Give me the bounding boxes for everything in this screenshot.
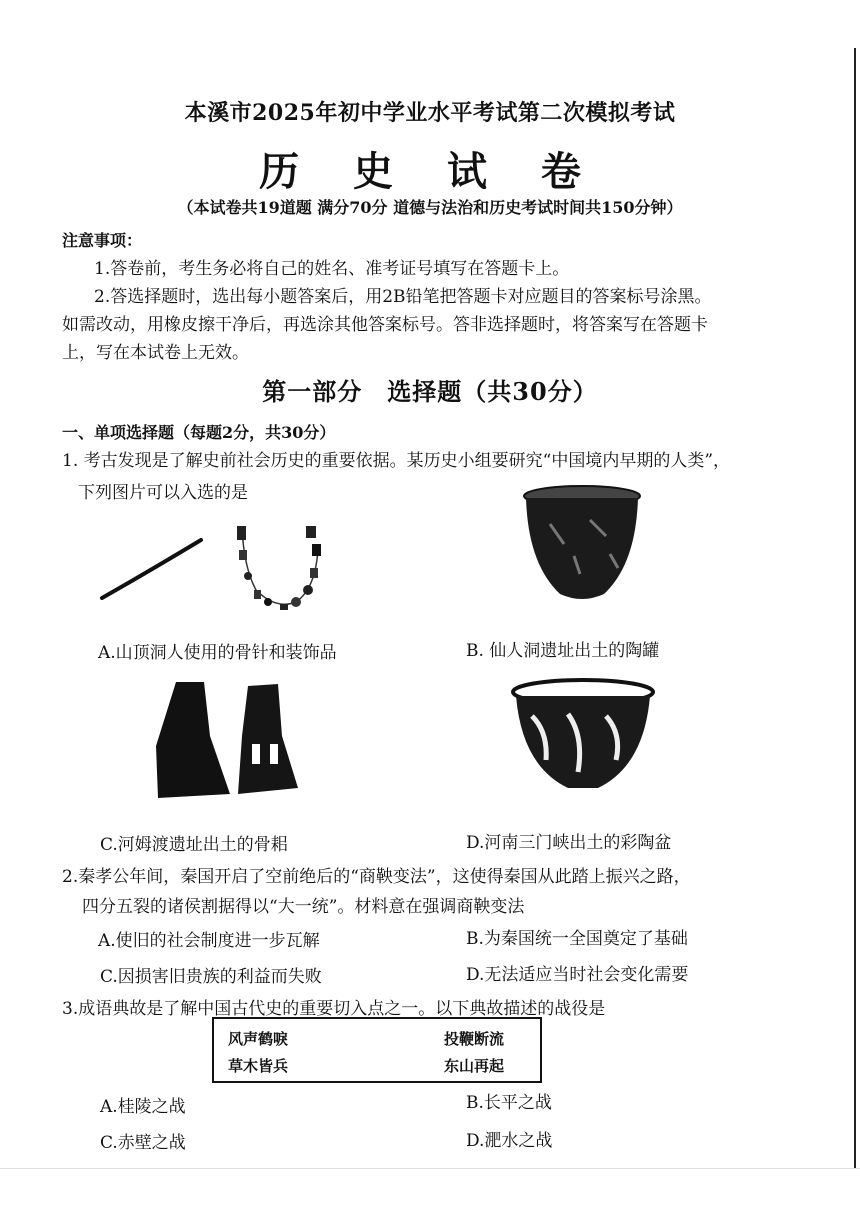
idiom-1: 风声鹤唳 (228, 1030, 289, 1048)
q1-stem-line-1: 1. 考古发现是了解史前社会历史的重要依据。某历史小组要研究“中国境内早期的人类”， (62, 451, 731, 471)
q1-option-a[interactable]: A.山顶洞人使用的骨针和装饰品 (98, 643, 337, 663)
q3-option-a[interactable]: A.桂陵之战 (100, 1097, 186, 1117)
q3-stem: 3.成语典故是了解中国古代史的重要切入点之一。以下典故描述的战役是 (62, 999, 606, 1019)
notice-heading: 注意事项： (62, 231, 143, 250)
notice-item-2-line-1: 2.答选择题时，选出每小题答案后，用2B铅笔把答题卡对应题目的答案标号涂黑。 (94, 287, 712, 307)
notice-item-2-line-3: 上，写在本试卷上无效。 (62, 343, 249, 363)
q2-option-c[interactable]: C.因损害旧贵族的利益而失败 (100, 967, 322, 987)
exam-title: 本溪市2025年初中学业水平考试第二次模拟考试 (184, 100, 676, 126)
idiom-4: 东山再起 (444, 1057, 505, 1075)
q3-option-c[interactable]: C.赤壁之战 (100, 1133, 186, 1153)
notice-item-2-line-2: 如需改动，用橡皮擦干净后，再选涂其他答案标号。答非选择题时，将答案写在答题卡 (62, 315, 708, 335)
q1-option-b[interactable]: B. 仙人洞遗址出土的陶罐 (466, 641, 660, 661)
q1-stem-line-2: 下列图片可以入选的是 (78, 483, 248, 503)
q2-option-a[interactable]: A.使旧的社会制度进一步瓦解 (98, 931, 320, 951)
q2-stem-line-1: 2.秦孝公年间，秦国开启了空前绝后的“商鞅变法”，这使得秦国从此踏上振兴之路， (62, 867, 691, 887)
q3-option-d[interactable]: D.淝水之战 (466, 1131, 553, 1151)
idiom-2: 投鞭断流 (444, 1030, 505, 1048)
idiom-box (212, 1017, 542, 1083)
page-bottom-rule (0, 1168, 860, 1169)
q3-option-b[interactable]: B.长平之战 (466, 1093, 552, 1113)
section-subtitle: 一、单项选择题（每题2分，共30分） (62, 423, 336, 442)
bone-needle-ornaments-image (96, 518, 346, 618)
q2-option-d[interactable]: D.无法适应当时社会变化需要 (466, 965, 689, 985)
painted-basin-image (508, 676, 658, 796)
subject-title: 历 史 试 卷 (259, 148, 601, 195)
bone-spade-image (148, 676, 308, 806)
q1-option-c[interactable]: C.河姆渡遗址出土的骨耜 (100, 835, 288, 855)
exam-note: （本试卷共19道题 满分70分 道德与法治和历史考试时间共150分钟） (177, 198, 683, 217)
notice-item-1: 1.答卷前，考生务必将自己的姓名、准考证号填写在答题卡上。 (94, 259, 570, 279)
pottery-jar-image (520, 484, 644, 604)
q2-option-b[interactable]: B.为秦国统一全国奠定了基础 (466, 929, 688, 949)
idiom-3: 草木皆兵 (228, 1057, 289, 1075)
q1-option-d[interactable]: D.河南三门峡出土的彩陶盆 (466, 833, 672, 853)
q2-stem-line-2: 四分五裂的诸侯割据得以“大一统”。材料意在强调商鞅变法 (82, 897, 525, 917)
part-one-title: 第一部分 选择题（共30分） (262, 377, 598, 406)
